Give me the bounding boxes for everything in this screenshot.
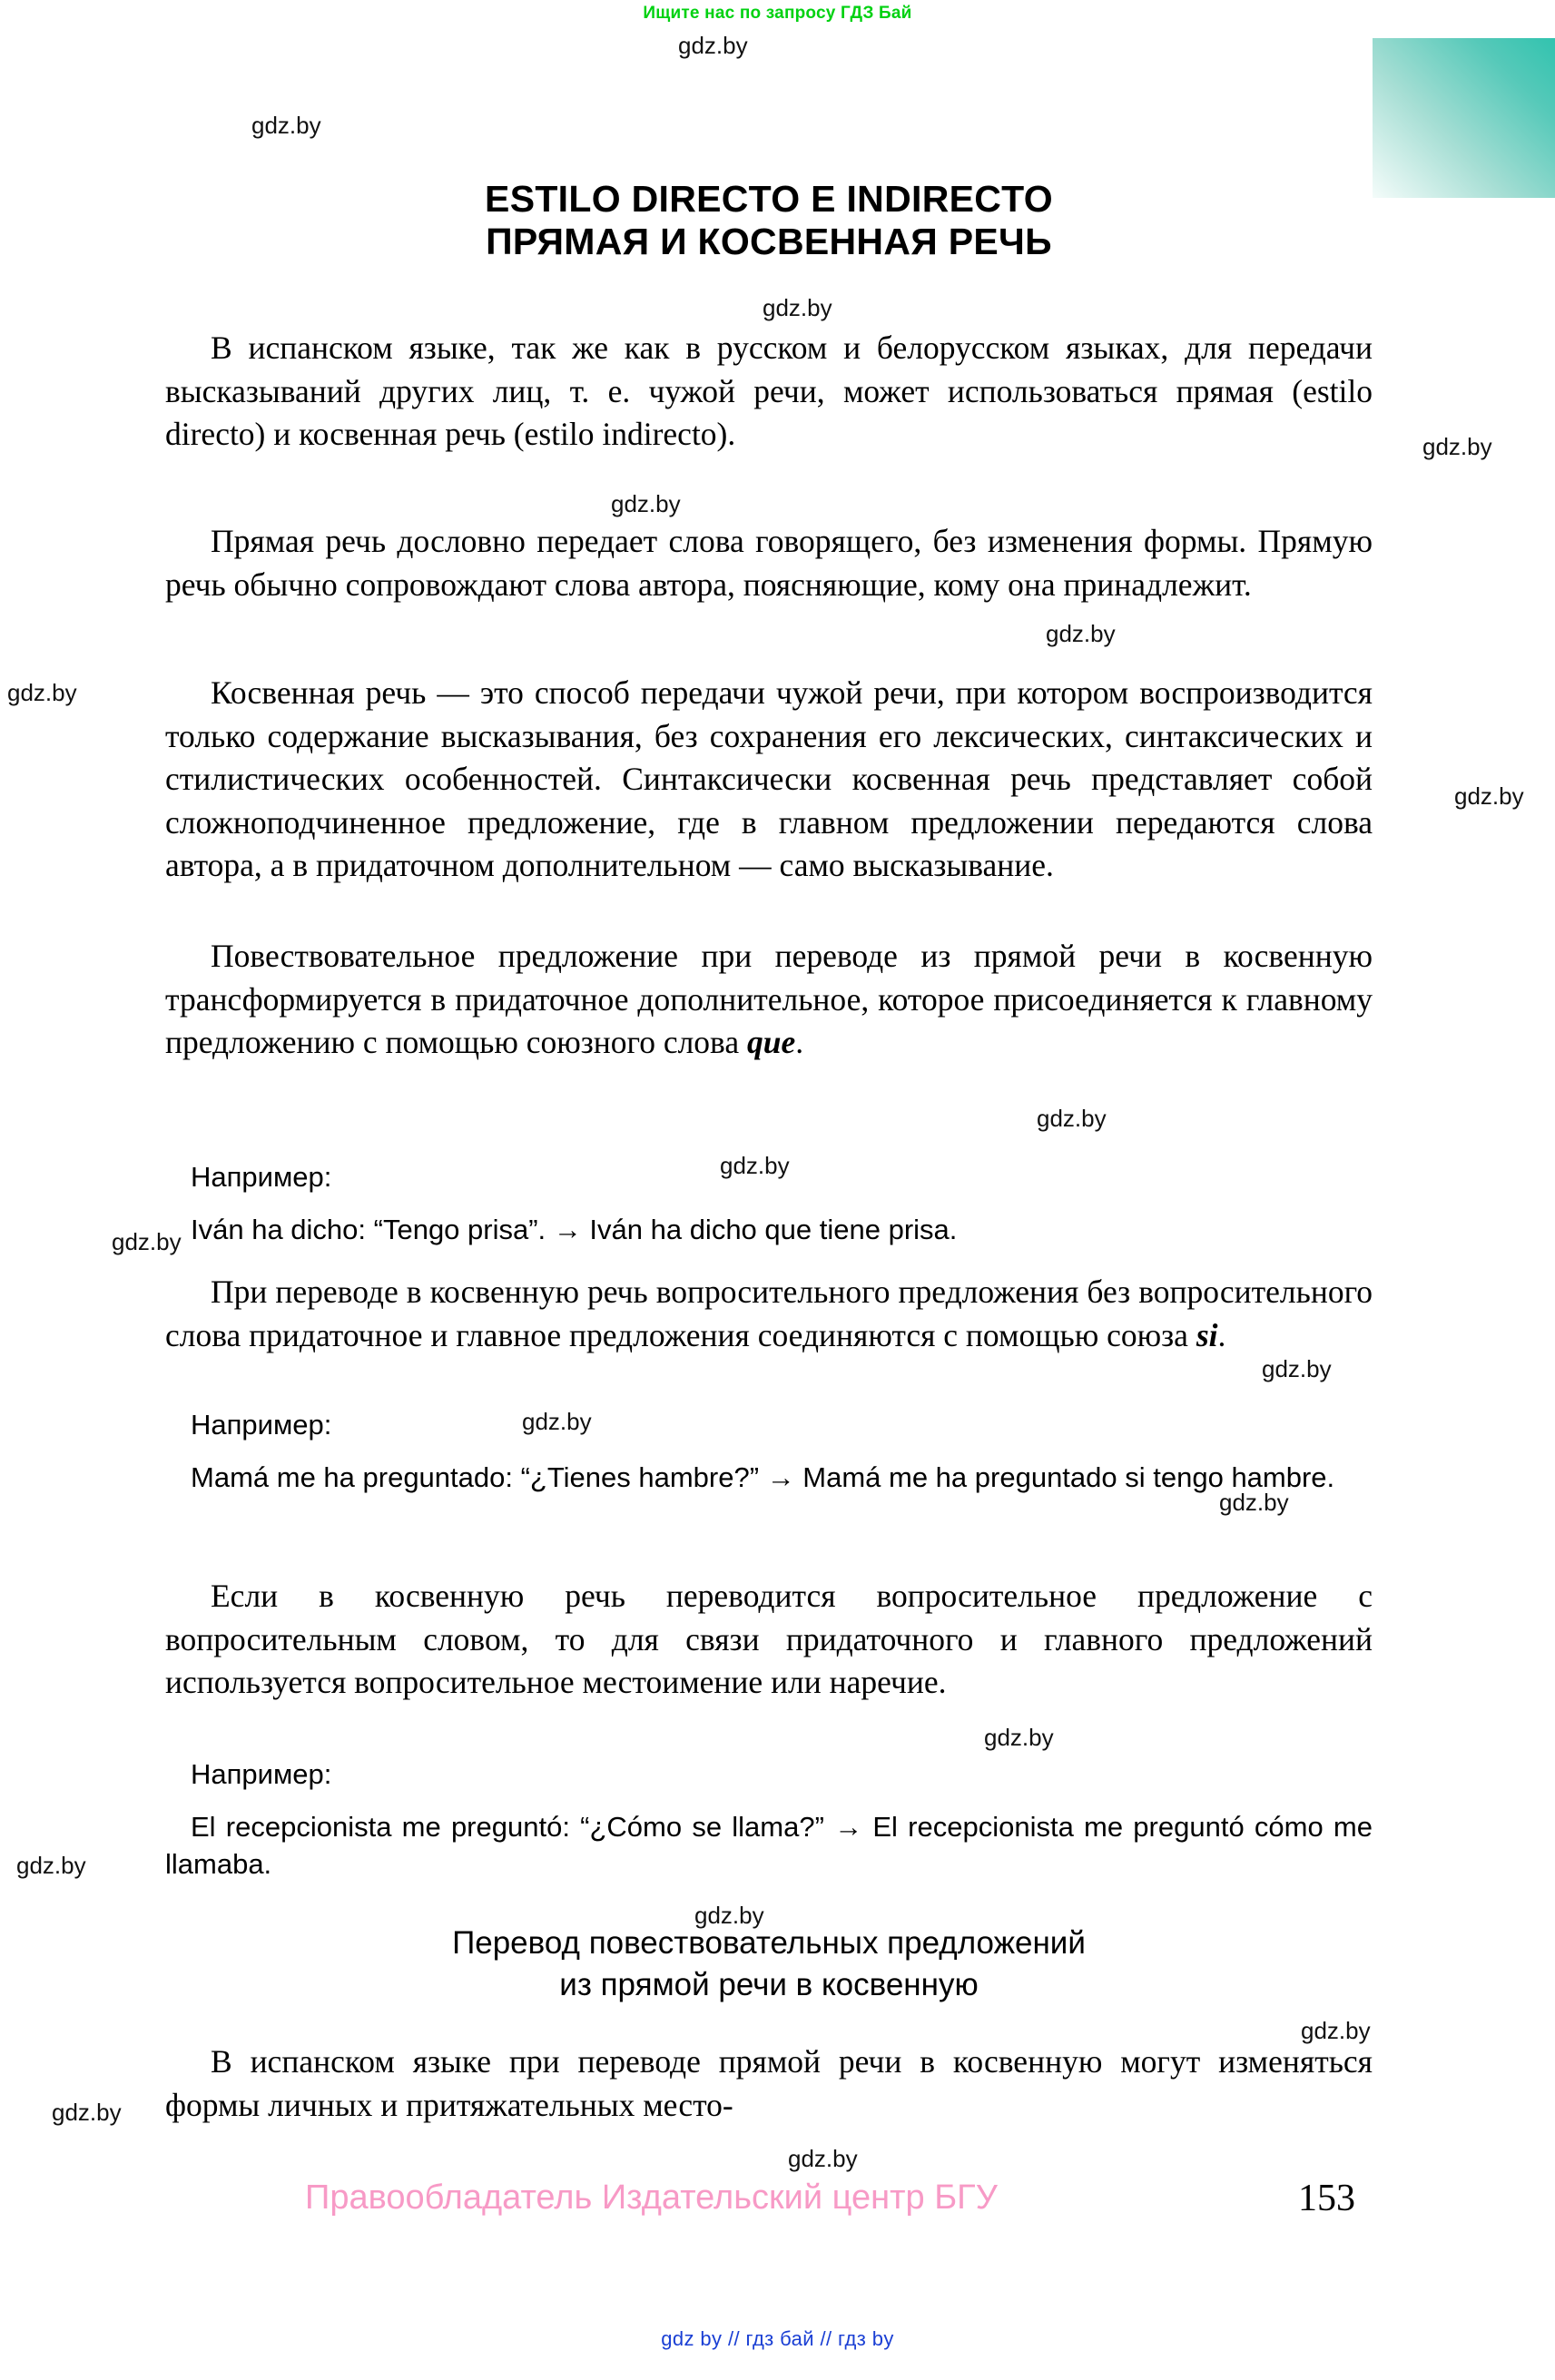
page-title: [165, 178, 1373, 262]
watermark-gdz: gdz.by: [112, 1228, 182, 1255]
paragraph-declarative-rule-part2: .: [795, 1024, 804, 1061]
watermark-gdz: gdz.by: [788, 2145, 858, 2172]
site-footer-line: gdz by // гдз бай // гдз by: [661, 2327, 894, 2350]
conjunction-si: si: [1196, 1316, 1218, 1353]
paragraph-interrogative-no-word-part1: При переводе в косвенную речь вопросительного предложения без вопросительного слова придаточное и главное предложения соединяются с помощью союза: [165, 1274, 1373, 1353]
example-text-2: Mamá me ha preguntado: “¿Tienes hambre?” → Mamá me ha preguntado si tengo hambre.: [191, 1461, 1335, 1494]
page-title-line-1: ESTILO DIRECTO E INDIRECTO: [485, 178, 1053, 220]
watermark-gdz: gdz.by: [1262, 1355, 1332, 1382]
watermark-gdz: gdz.by: [694, 1902, 764, 1929]
teal-gradient-decoration: [1373, 38, 1555, 198]
watermark-gdz: gdz.by: [1219, 1489, 1289, 1516]
paragraph-indirect-speech: Косвенная речь — это способ передачи чужой речи, при котором воспроизводится только содержание высказывания, без сохранения его лексических, синтаксических и стилистических особенностей. Синтаксически косвенная речь представляет собой сложноподчиненное предложение, где в главном предложении передаются слова автора, а в придаточном дополнительном — само высказывание.: [165, 674, 1373, 884]
example-label-2: Например:: [191, 1409, 332, 1441]
paragraph-intro: В испанском языке, так же как в русском и белорусском языках, для передачи высказываний других лиц, т. е. чужой речи, может использоваться прямая (estilo directo) и косвенная речь (estilo indirecto).: [165, 329, 1373, 453]
example-label-1: Например:: [191, 1161, 332, 1193]
watermark-gdz: gdz.by: [1046, 620, 1116, 647]
paragraph-interrogative-no-word: [165, 1271, 1373, 1357]
example-text-3: El recepcionista me preguntó: “¿Cómo se llama?” → El recepcionista me preguntó cómo me llamaba.: [165, 1811, 1373, 1880]
watermark-gdz: gdz.by: [720, 1152, 790, 1179]
watermark-gdz: gdz.by: [522, 1408, 592, 1435]
page-number: 153: [1298, 2178, 1355, 2219]
example-text-1: Iván ha dicho: “Tengo prisa”. → Iván ha dicho que tiene prisa.: [191, 1214, 958, 1246]
paragraph-pronoun-changes: В испанском языке при переводе прямой речи в косвенную могут изменяться формы личных и притяжательных место-: [165, 2043, 1373, 2123]
page-title-line-2: ПРЯМАЯ И КОСВЕННАЯ РЕЧЬ: [486, 220, 1052, 262]
watermark-gdz: gdz.by: [7, 679, 77, 706]
watermark-gdz: gdz.by: [251, 112, 321, 139]
paragraph-direct-speech: Прямая речь дословно передает слова говорящего, без изменения формы. Прямую речь обычно сопровождают слова автора, поясняющие, кому она принадлежит.: [165, 523, 1373, 603]
section-heading-line-1: Перевод повествовательных предложений: [452, 1925, 1086, 1961]
watermark-gdz: gdz.by: [1454, 782, 1524, 810]
watermark-gdz: gdz.by: [1422, 433, 1492, 460]
watermark-gdz: gdz.by: [763, 294, 832, 321]
section-heading: [165, 1923, 1373, 2005]
paragraph-declarative-rule-part1: Повествовательное предложение при переводе из прямой речи в косвенную трансформируется в придаточное дополнительное, которое присоединяется к главному предложению с помощью союзного слова: [165, 938, 1373, 1061]
section-heading-line-2: из прямой речи в косвенную: [559, 1966, 979, 2002]
promo-banner-text: Ищите нас по запросу ГДЗ Бай: [643, 4, 912, 23]
example-label-3: Например:: [191, 1758, 332, 1790]
copyright-notice: Правообладатель Издательский центр БГУ: [305, 2178, 998, 2217]
watermark-gdz: gdz.by: [16, 1852, 86, 1879]
watermark-gdz: gdz.by: [611, 490, 681, 517]
paragraph-declarative-rule: [165, 935, 1373, 1065]
watermark-gdz: gdz.by: [1301, 2017, 1371, 2044]
paragraph-interrogative-no-word-part2: .: [1217, 1316, 1226, 1353]
watermark-gdz: gdz.by: [678, 32, 748, 59]
watermark-gdz: gdz.by: [52, 2099, 122, 2126]
conjunction-que: que: [746, 1024, 796, 1061]
watermark-gdz: gdz.by: [1037, 1105, 1107, 1132]
watermark-gdz: gdz.by: [984, 1724, 1054, 1751]
paragraph-interrogative-with-word: Если в косвенную речь переводится вопросительное предложение с вопросительным словом, то для связи придаточного и главного предложений используется вопросительное местоимение или наречие.: [165, 1578, 1373, 1701]
